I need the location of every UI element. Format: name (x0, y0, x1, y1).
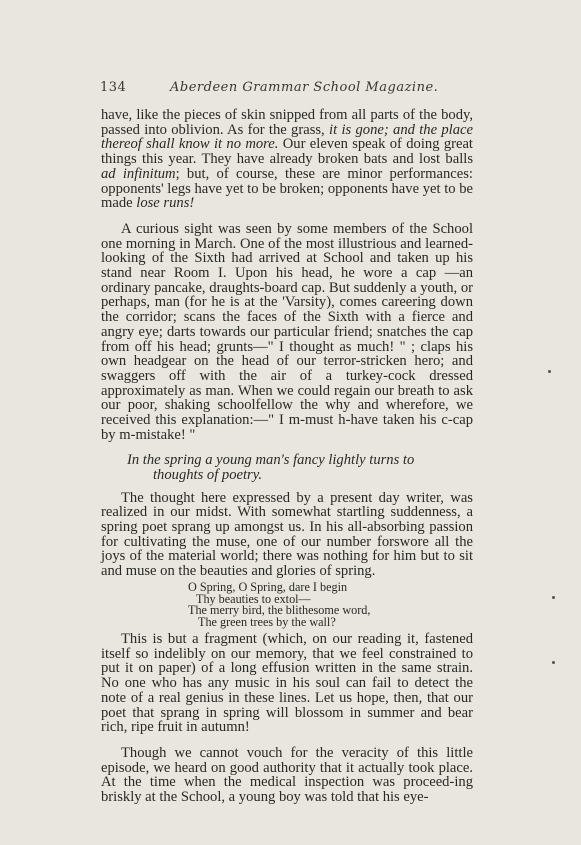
poem-block (188, 579, 473, 630)
poem-line: The merry bird, the blithesome word, (188, 603, 371, 618)
paper-speck (552, 661, 555, 664)
quote-line-2: thoughts of poetry. (153, 467, 263, 484)
paragraph-cap-incident: A curious sight was seen by some members of the School one morning in March. One of the most illustrious and learned-looking of the Sixth had arrived at School and taken up his stand near Room I. Upon his head, he wore a cap —an ordinary pancake, draughts-board cap. But suddenly a youth, or perhaps, man (for he is at the 'Varsity), comes careering down the corridor; scans the faces of the Sixth with a fierce and angry eye; darts towards our particular friend; snatches the cap from off his head; grunts—" I thought as much! " ; claps his own headgear on the head of our terror-stricken hero; and swaggers off with the air of a turkey-cock dressed approximately as man. When we could regain our breath to ask our poor, shaking schoolfellow the why and wherefore, we received this explanation:—" I m-must h-have taken his c-cap by m-mistake! " (101, 220, 473, 443)
paragraph-fragment: This is but a fragment (which, on our reading it, fastened itself so indelibly on our memory, that we feel constrained to put it on paper) of a long effusion written in the same strain. No one who has any music in his soul can fail to detect the note of a real genius in these lines. Let us hope, then, that our poet that sprang in spring will blossom in summer and bear rich, ripe fruit in autumn! (101, 631, 473, 736)
text-run: Our eleven speak of doing great things this year. They have already broken bats and lost balls (101, 136, 473, 168)
paragraph-spring-poet: The thought here expressed by a present day writer, was realized in our midst. With somewhat startling suddenness, a spring poet sprang up amongst us. In his all-absorbing passion for cultivating the muse, one of our number forswore all the joys of the material world; there was nothing for him but to sit and muse on the beauties and glories of spring. (101, 489, 473, 580)
body-text (101, 108, 473, 805)
quote-line-1: In the spring a young man's fancy lightly turns to (127, 452, 415, 469)
paragraph-grass-cricket (101, 108, 473, 211)
quote-heading (101, 453, 473, 482)
page-number: 134 (100, 80, 127, 95)
text-run: have, like the pieces of skin snipped from all parts of the body, passed into oblivion. As for the grass, (101, 107, 473, 138)
running-title: Aberdeen Grammar School Magazine. (170, 80, 439, 95)
italic-run: ad infinitum (101, 165, 176, 182)
italic-run: it is gone; and the place thereof shall know it no more. (101, 121, 473, 153)
paragraph-medical-inspection: Though we cannot vouch for the veracity of this little episode, we heard on good authority that it actually took place. At the time when the medical inspection was proceed-ing briskly at the School, a young boy was told that his eye- (101, 744, 473, 806)
poem-line: Thy beauties to extol— (196, 591, 311, 606)
text-run: ; but, of course, these are minor performances: opponents' legs have yet to be broken; opponents have yet to be made (101, 165, 473, 212)
italic-run: lose runs! (136, 195, 195, 212)
poem-line: O Spring, O Spring, dare I begin (188, 579, 348, 594)
paper-speck (548, 370, 551, 373)
poem-line: The green trees by the wall? (198, 615, 336, 630)
paper-speck (552, 596, 555, 599)
